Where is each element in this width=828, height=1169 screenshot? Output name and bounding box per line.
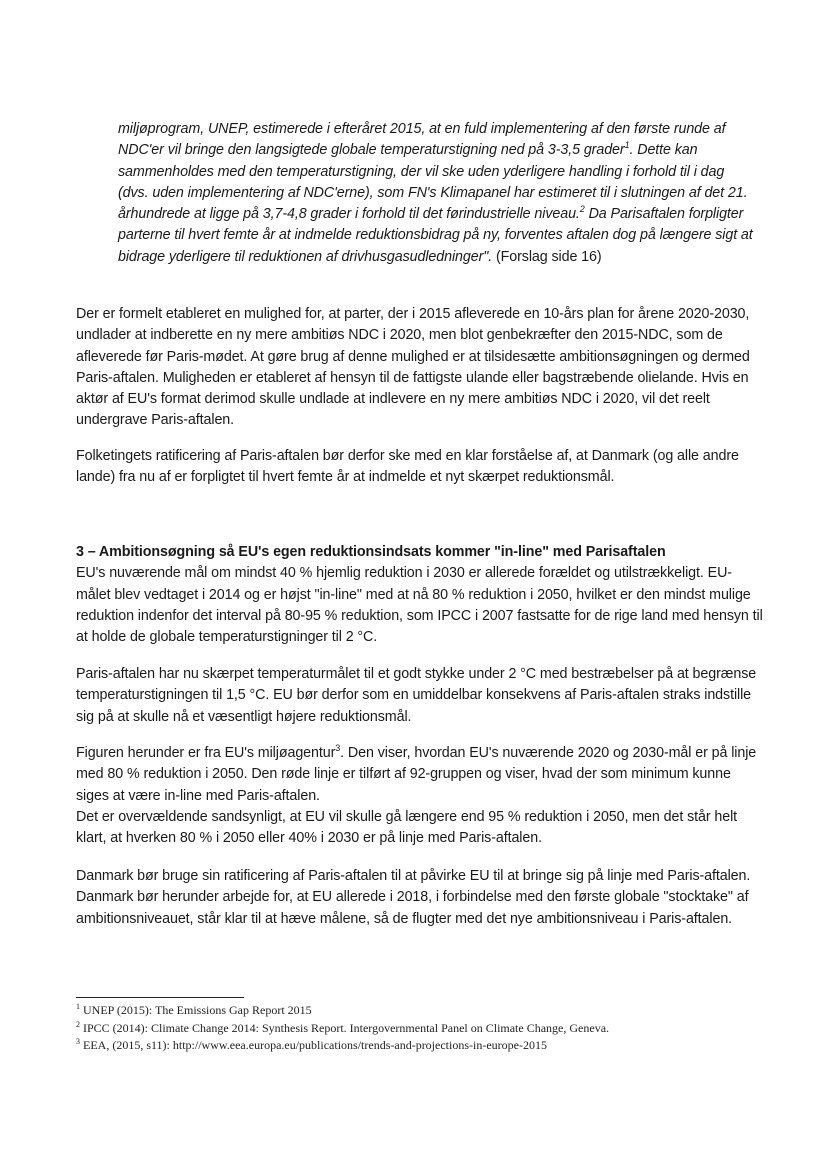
section-heading: 3 – Ambitionsøgning så EU's egen reduktionsindsats kommer "in-line" med Parisaftalen [76, 544, 666, 560]
footnote-text: IPCC (2014): Climate Change 2014: Synthesis Report. Intergovernmental Panel on Climate Change, Geneva. [83, 1020, 610, 1035]
paragraph-figure-intro [76, 743, 766, 849]
footnote-number: 2 [76, 1019, 80, 1029]
footnote-link[interactable]: EEA, (2015, s11): http://www.eea.europa.eu/publications/trends-and-projections-in-europe-2015 [83, 1038, 547, 1052]
footnote-text: UNEP (2015): The Emissions Gap Report 2015 [83, 1003, 312, 1017]
footnote-number: 1 [76, 1002, 80, 1011]
quoted-passage [118, 119, 758, 268]
quote-text-part3: Da Parisaftalen forpligter parterne til hvert femte år at indmelde reduktionsbidrag på ny, forventes aftalen dog på længere sigt at bidrage yderligere til reduktionen af drivhusgasudledninger". [118, 206, 753, 265]
footnote-ref-2[interactable]: 2 [579, 204, 585, 215]
figure-conclusion-text: Det er overvældende sandsynligt, at EU vil skulle gå længere end 95 % reduktion i 2050, men det står helt klart, at hverken 80 % i 2050 eller 40% i 2030 er på linje med Paris-aftalen. [76, 808, 738, 847]
figure-intro-text-cont: . Den viser, hvordan EU's nuværende 2020 og 2030-mål er på linje med 80 % reduktion i 2050. Den røde linje er tilført af 92-gruppen og viser, hvad der som minimum kunne siges at være in-line med Paris-aftalen. [76, 745, 757, 804]
footnotes [76, 1002, 776, 1055]
paragraph-eu-target: EU's nuværende mål om mindst 40 % hjemlig reduktion i 2030 er allerede forældet og utilstrækkeligt. EU-målet blev vedtaget i 2014 og er højst "in-line" med at nå 80 % reduktion i 2050, hvilket er den mindst mulige reduktion indenfor det interval på 80-95 % reduktion, som IPCC i 2007 fastsatte for de rige land med hensyn til at holde de globale temperaturstigninger til 2 °C. [76, 565, 763, 646]
figure-intro-text: Figuren herunder er fra EU's miljøagentur [76, 745, 336, 761]
footnote-number: 3 [76, 1037, 80, 1046]
footnote-ref-3[interactable]: 3 [335, 743, 341, 754]
paragraph-temperature-goal: Paris-aftalen har nu skærpet temperaturmålet til et godt stykke under 2 °C med bestræbelser på at begrænse temperaturstigningen til 1,5 °C. EU bør derfor som en umiddelbar konsekvens af Paris-aftalen straks indstille sig på at skulle nå et væsentligt højere reduktionsmål. [76, 666, 757, 725]
footnote-divider [76, 997, 244, 998]
paragraph-denmark-role: Danmark bør bruge sin ratificering af Paris-aftalen til at påvirke EU til at bringe sig på linje med Paris-aftalen. Danmark bør herunder arbejde for, at EU allerede i 2018, i forbindelse med den første globale "stocktake" af ambitionsniveauet, står klar til at hæve målene, så de flugter med det nye ambitionsniveau i Paris-aftalen. [76, 868, 751, 927]
footnote-1 [76, 1002, 776, 1020]
quote-text-part2: . Dette kan sammenholdes med den temperaturstigning, der vil ske uden yderligere handling i forhold til i dag (dvs. uden implementering af NDC'erne), som FN's Klimapanel har estimeret til i slutningen af det 21. århundrede at ligge på 3,7-4,8 grader i forhold til det førindustrielle niveau. [118, 142, 748, 223]
quote-source: (Forslag side 16) [492, 248, 602, 265]
section-3 [76, 542, 766, 648]
paragraph-ratification: Folketingets ratificering af Paris-aftalen bør derfor ske med en klar forståelse af, at Danmark (og alle andre lande) fra nu af er forpligtet til hvert femte år at indmelde et nyt skærpet reduktionsmål. [76, 448, 739, 486]
footnote-2 [76, 1020, 776, 1038]
quote-text-part1: miljøprogram, UNEP, estimerede i efteråret 2015, at en fuld implementering af den første runde af NDC'er vil bringe den langsigtede globale temperaturstigning ned på 3-3,5 grader [118, 121, 726, 159]
paragraph-ndc-option: Der er formelt etableret en mulighed for, at parter, der i 2015 afleverede en 10-års plan for årene 2020-2030, undlader at indberette en ny mere ambitiøs NDC i 2020, men blot genbekræfter den 2015-NDC, som de afleverede før Paris-mødet. At gøre brug af denne mulighed er at tilsidesætte ambitionsøgningen og dermed Paris-aftalen. Muligheden er etableret af hensyn til de fattigste ulande eller bagstræbende olielande. Hvis en aktør af EU's format derimod skulle undlade at indlevere en ny mere ambitiøs NDC i 2020, vil det reelt undergrave Paris-aftalen. [76, 306, 750, 429]
footnote-3 [76, 1037, 776, 1055]
footnote-ref-1[interactable]: 1 [624, 140, 630, 151]
